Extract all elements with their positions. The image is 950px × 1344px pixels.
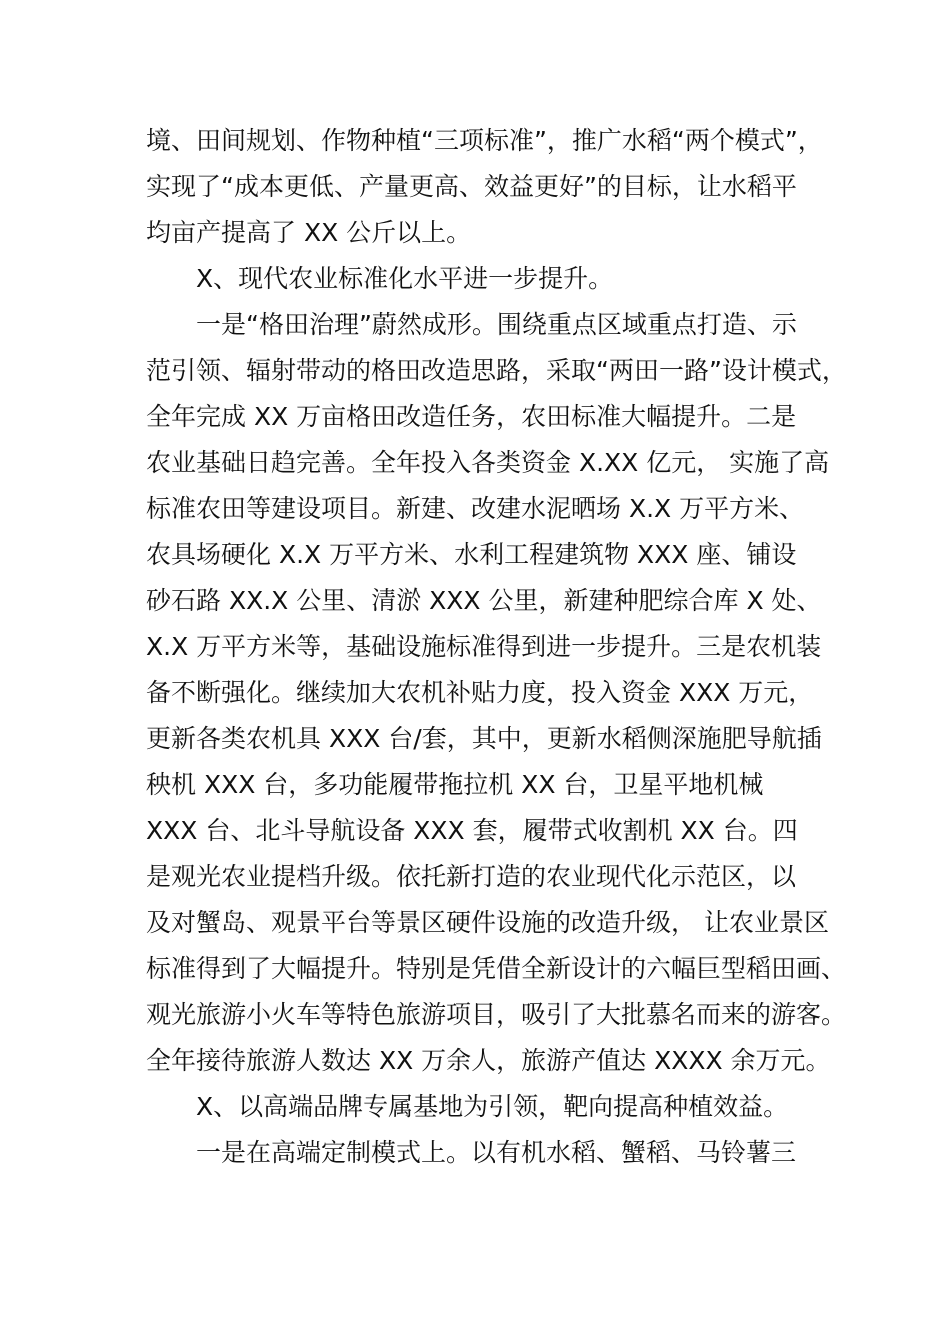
- text-line: 及对蟹岛、观景平台等景区硬件设施的改造升级， 让农业景区: [146, 908, 829, 937]
- text-line: 农具场硬化 X.X 万平方米、水利工程建筑物 XXX 座、铺设: [146, 540, 797, 569]
- text-line: XXX 台、北斗导航设备 XXX 套，履带式收割机 XX 台。四: [146, 816, 798, 845]
- text-line: 一是“格田治理”蔚然成形。围绕重点区域重点打造、示: [196, 310, 797, 339]
- text-line: 秧机 XXX 台，多功能履带拖拉机 XX 台，卫星平地机械: [146, 770, 764, 799]
- text-line: 标准农田等建设项目。新建、改建水泥晒场 X.X 万平方米、: [146, 494, 805, 523]
- text-line: 均亩产提高了 XX 公斤以上。: [146, 218, 472, 247]
- text-line: 实现了“成本更低、产量更高、效益更好”的目标，让水稻平: [146, 172, 797, 201]
- text-line: 砂石路 XX.X 公里、清淤 XXX 公里，新建种肥综合库 X 处、: [146, 586, 822, 615]
- text-line: 全年完成 XX 万亩格田改造任务，农田标准大幅提升。二是: [146, 402, 797, 431]
- section-heading: X、现代农业标准化水平进一步提升。: [196, 264, 614, 293]
- text-line: 是观光农业提档升级。依托新打造的农业现代化示范区，以: [146, 862, 797, 891]
- text-line: 备不断强化。继续加大农机补贴力度，投入资金 XXX 万元，: [146, 678, 814, 707]
- text-line: 观光旅游小火车等特色旅游项目，吸引了大批慕名而来的游客。: [146, 1000, 847, 1029]
- text-line: 农业基础日趋完善。全年投入各类资金 X.XX 亿元， 实施了高: [146, 448, 830, 477]
- text-line: X.X 万平方米等，基础设施标准得到进一步提升。三是农机装: [146, 632, 822, 661]
- text-line: 标准得到了大幅提升。特别是凭借全新设计的六幅巨型稻田画、: [146, 954, 847, 983]
- text-line: 更新各类农机具 XXX 台/套，其中，更新水稻侧深施肥导航插: [146, 724, 822, 753]
- text-line: 境、田间规划、作物种植“三项标准”，推广水稻“两个模式”，: [146, 126, 823, 155]
- text-line: 全年接待旅游人数达 XX 万余人，旅游产值达 XXXX 余万元。: [146, 1046, 831, 1075]
- text-line: 范引领、辐射带动的格田改造思路，采取“两田一路”设计模式，: [146, 356, 847, 385]
- text-line: 一是在高端定制模式上。以有机水稻、蟹稻、马铃薯三: [196, 1138, 797, 1167]
- section-heading: X、以高端品牌专属基地为引领，靶向提高种植效益。: [196, 1092, 789, 1121]
